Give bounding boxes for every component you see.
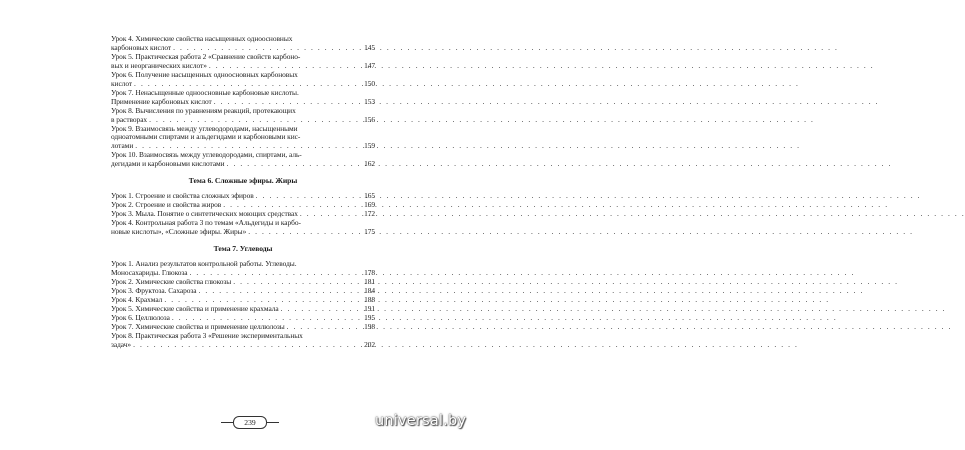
toc-entry-text: Урок 5. Химические свойства и применение крахмала (111, 303, 279, 313)
toc-entry-text: Урок 7. Химические свойства и применение целлюлозы (111, 321, 285, 331)
toc-page-number: 188 (364, 294, 375, 304)
toc-page-number: 172 (364, 209, 375, 219)
toc-list-section7 (111, 260, 375, 350)
toc-entry-text: Урок 6. Целлюлоза (111, 312, 170, 322)
dot-leader (133, 341, 360, 350)
toc-entry-text: Урок 4. Контрольная работа 3 по темам «Альдегиды и карбо- (111, 218, 301, 228)
toc-entry-text: Урок 5. Практическая работа 2 «Сравнение свойств карбоно- (111, 51, 301, 61)
toc-page-number: 169 (364, 200, 375, 210)
toc-page-number: 175 (364, 227, 375, 237)
toc-entry-line (111, 341, 375, 350)
toc-entry-text: Моносахариды. Глюкоза (111, 267, 188, 277)
toc-page-number: 178 (364, 267, 375, 277)
toc-entry-text: кислот (111, 78, 133, 88)
toc-entry-text: новые кислоты», «Сложные эфиры. Жиры» (111, 227, 247, 237)
toc-entry (111, 332, 375, 350)
page-number: 239 (233, 416, 267, 429)
toc-page-number: 198 (364, 321, 375, 331)
toc-list-part1 (111, 35, 375, 169)
toc-page-number: 150 (364, 78, 375, 88)
toc-page-number: 195 (364, 312, 375, 322)
toc-entry (111, 89, 375, 107)
toc-page-number: 147 (364, 60, 375, 70)
toc-entry-text: Урок 2. Строение и свойства жиров (111, 200, 222, 210)
toc-entry (111, 125, 375, 152)
toc-page-number: 165 (364, 191, 375, 201)
toc-entry-text: Урок 8. Вычисления по уравнениям реакций, протекающих (111, 105, 296, 115)
dot-leader (300, 210, 360, 219)
toc-entry-text: в растворах (111, 114, 148, 124)
toc-entry-line (111, 228, 375, 237)
toc-page-number: 181 (364, 276, 375, 286)
toc-entry-text: Урок 7. Ненасыщенные одноосновные карбоновые кислоты. (111, 87, 299, 97)
section-heading-carbohydrates: Тема 7. Углеводы (213, 244, 273, 254)
toc-entry-text: одноатомными спиртами и альдегидами и карбоновыми кис- (111, 132, 301, 142)
toc-entry (111, 151, 375, 169)
toc-page-number: 153 (364, 96, 375, 106)
toc-page-number: 202 (364, 339, 375, 349)
toc-entry-text: Урок 4. Химические свойства насыщенных одноосновных (111, 34, 293, 43)
toc-entry-text: Урок 10. Взаимосвязь между углеводородами, спиртами, аль- (111, 150, 302, 160)
table-of-contents (111, 35, 375, 350)
dot-leader (227, 160, 360, 169)
section-heading-esters: Тема 6. Сложные эфиры. Жиры (188, 176, 298, 186)
toc-entry-text: Применение карбоновых кислот (111, 96, 212, 106)
toc-page-number: 162 (364, 159, 375, 169)
toc-entry-text: лотами (111, 141, 134, 151)
toc-entry-text: Урок 3. Мыла. Понятие о синтетических моющих средствах (111, 209, 298, 219)
toc-page-number: 184 (364, 285, 375, 295)
toc-entry-text: Урок 1. Анализ результатов контрольной работы. Углеводы. (111, 258, 297, 268)
toc-entry-text: Урок 4. Крахмал (111, 294, 163, 304)
watermark-logo: universal.by (375, 413, 467, 429)
toc-entry-text: Урок 6. Получение насыщенных одноосновных карбоновых (111, 69, 298, 79)
toc-entry (111, 107, 375, 125)
toc-entry (111, 260, 375, 278)
toc-page-number: 156 (364, 114, 375, 124)
toc-entry-text: Урок 2. Химические свойства глюкозы (111, 276, 232, 286)
toc-entry-text: Урок 1. Строение и свойства сложных эфиров (111, 191, 254, 201)
toc-list-section6 (111, 192, 375, 237)
toc-entry (111, 71, 375, 89)
toc-entry-text: дегидами и карбоновыми кислотами (111, 159, 225, 169)
toc-entry (111, 219, 375, 237)
toc-entry-text: Урок 9. Взаимосвязь между углеводородами, насыщенными (111, 123, 298, 133)
toc-entry-text: вых и неорганических кислот» (111, 60, 207, 70)
toc-entry (111, 53, 375, 71)
toc-page-number: 159 (364, 141, 375, 151)
toc-entry-text: Урок 3. Фруктоза. Сахароза (111, 285, 197, 295)
toc-entry-line (111, 160, 375, 169)
toc-entry-text: карбоновых кислот (111, 42, 172, 52)
toc-page-number: 145 (364, 42, 375, 52)
toc-entry-text: Урок 8. Практическая работа 3 «Решение экспериментальных (111, 330, 303, 340)
toc-page-number: 191 (364, 303, 375, 313)
dot-leader (248, 228, 360, 237)
toc-entry (111, 35, 375, 53)
toc-entry-text: задач» (111, 339, 132, 349)
